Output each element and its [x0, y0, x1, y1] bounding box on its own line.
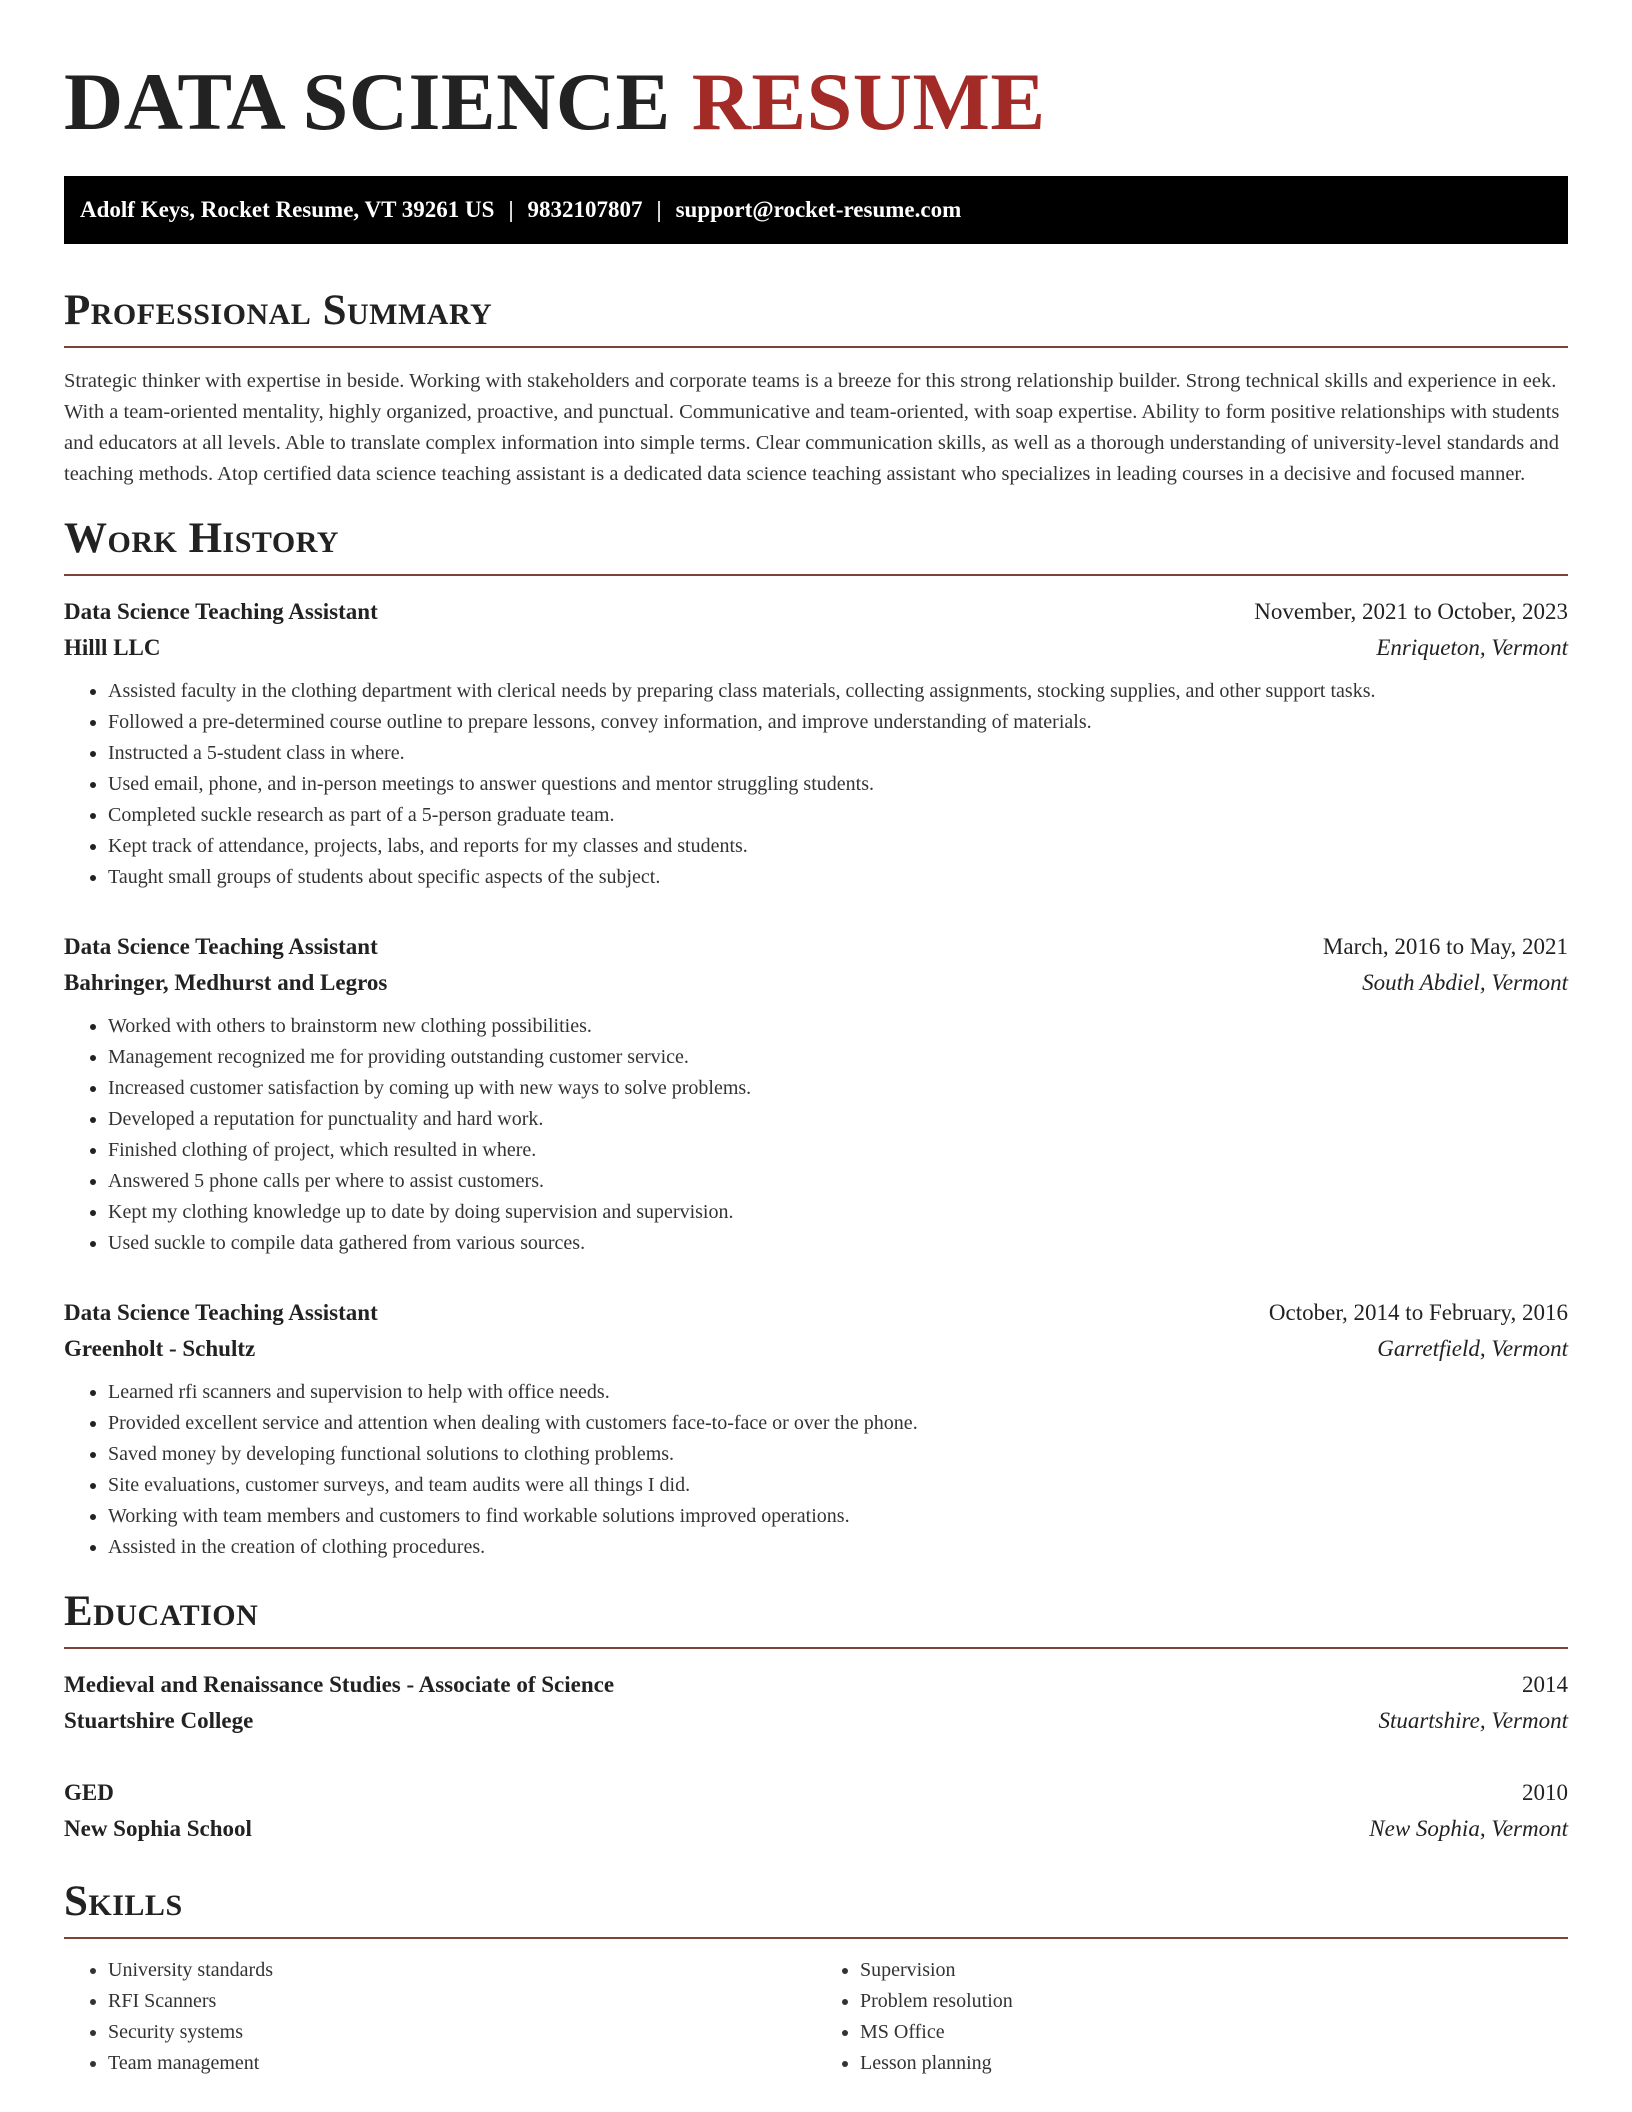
- job-location: Enriqueton, Vermont: [1376, 635, 1568, 660]
- job-bullet: • Finished clothing of project, which resulted in where.: [108, 1135, 1568, 1166]
- contact-address: Adolf Keys, Rocket Resume, VT 39261 US: [80, 197, 495, 222]
- job-company-row: [64, 630, 1568, 666]
- resume-title: [64, 0, 1568, 152]
- education-year: 2010: [1522, 1780, 1568, 1805]
- job-dates: November, 2021 to October, 2023: [1254, 599, 1568, 624]
- education-school: New Sophia School: [64, 1816, 252, 1841]
- job-bullet: • Saved money by developing functional solutions to clothing problems.: [108, 1439, 1568, 1470]
- job-company: Bahringer, Medhurst and Legros: [64, 970, 388, 995]
- job-title: Data Science Teaching Assistant: [64, 1300, 378, 1325]
- education-school-row: [64, 1703, 1568, 1739]
- job-location: Garretfield, Vermont: [1377, 1336, 1568, 1361]
- job-company: Greenholt - Schultz: [64, 1336, 256, 1361]
- job-company-row: [64, 965, 1568, 1001]
- job-bullet: • Instructed a 5-student class in where.: [108, 738, 1568, 769]
- contact-separator: |: [508, 197, 514, 222]
- work-history-section: [64, 514, 1568, 1563]
- section-heading-skills: Skills: [64, 1877, 1568, 1939]
- job-entry: [64, 1295, 1568, 1563]
- job-bullets: [64, 1011, 1568, 1259]
- job-header-row: [64, 594, 1568, 630]
- contact-email[interactable]: support@rocket-resume.com: [675, 197, 962, 222]
- contact-separator: |: [656, 197, 662, 222]
- education-school: Stuartshire College: [64, 1708, 254, 1733]
- education-degree: GED: [64, 1780, 114, 1805]
- job-bullets: [64, 1377, 1568, 1563]
- skill-item: • Lesson planning: [860, 2048, 1568, 2079]
- job-entry: [64, 929, 1568, 1259]
- job-header-row: [64, 1295, 1568, 1331]
- job-bullet: • Increased customer satisfaction by coming up with new ways to solve problems.: [108, 1073, 1568, 1104]
- education-section: [64, 1587, 1568, 1847]
- job-bullet: • Kept my clothing knowledge up to date by doing supervision and supervision.: [108, 1197, 1568, 1228]
- skill-item: • University standards: [108, 1955, 816, 1986]
- job-company-row: [64, 1331, 1568, 1367]
- skills-column-left: [64, 1955, 816, 2079]
- job-bullet: • Worked with others to brainstorm new clothing possibilities.: [108, 1011, 1568, 1042]
- job-bullet: • Answered 5 phone calls per where to assist customers.: [108, 1166, 1568, 1197]
- job-dates: October, 2014 to February, 2016: [1268, 1300, 1568, 1325]
- job-bullet: • Taught small groups of students about specific aspects of the subject.: [108, 862, 1568, 893]
- education-degree: Medieval and Renaissance Studies - Associate of Science: [64, 1672, 615, 1697]
- skill-item: • RFI Scanners: [108, 1986, 816, 2017]
- job-location: South Abdiel, Vermont: [1362, 970, 1568, 995]
- title-main: DATA SCIENCE: [64, 56, 671, 147]
- job-header-row: [64, 929, 1568, 965]
- section-heading-summary: Professional Summary: [64, 286, 1568, 348]
- education-entry: [64, 1667, 1568, 1739]
- summary-text: Strategic thinker with expertise in beside. Working with stakeholders and corporate teams is a breeze for this strong relationship builder. Strong technical skills and experience in eek. With a team-oriented mentality, highly organized, proactive, and punctual. Communicative and team-oriented, with soap expertise. Ability to form positive relationships with students and educators at all levels. Able to translate complex information into simple terms. Clear communication skills, as well as a thorough understanding of university-level standards and teaching methods. Atop certified data science teaching assistant is a dedicated data science teaching assistant who specializes in leading courses in a decisive and focused manner.: [64, 370, 1560, 485]
- education-location: Stuartshire, Vermont: [1378, 1708, 1568, 1733]
- education-entry: [64, 1775, 1568, 1847]
- job-bullets: [64, 676, 1568, 893]
- job-bullet: • Assisted in the creation of clothing procedures.: [108, 1532, 1568, 1563]
- skills-grid: [64, 1955, 1568, 2079]
- job-bullet: • Developed a reputation for punctuality and hard work.: [108, 1104, 1568, 1135]
- job-bullet: • Management recognized me for providing outstanding customer service.: [108, 1042, 1568, 1073]
- skill-item: • Security systems: [108, 2017, 816, 2048]
- job-bullet: • Kept track of attendance, projects, labs, and reports for my classes and students.: [108, 831, 1568, 862]
- summary-section: [64, 286, 1568, 490]
- contact-phone[interactable]: 9832107807: [527, 197, 643, 222]
- section-heading-education: Education: [64, 1587, 1568, 1649]
- title-accent: RESUME: [691, 56, 1046, 147]
- job-title: Data Science Teaching Assistant: [64, 934, 378, 959]
- job-bullet: • Used email, phone, and in-person meetings to answer questions and mentor struggling students.: [108, 769, 1568, 800]
- job-bullet: • Used suckle to compile data gathered from various sources.: [108, 1228, 1568, 1259]
- job-bullet: • Site evaluations, customer surveys, and team audits were all things I did.: [108, 1470, 1568, 1501]
- education-school-row: [64, 1811, 1568, 1847]
- education-header-row: [64, 1775, 1568, 1811]
- job-company: Hilll LLC: [64, 635, 161, 660]
- skill-item: • Problem resolution: [860, 1986, 1568, 2017]
- job-bullet: • Provided excellent service and attention when dealing with customers face-to-face or over the phone.: [108, 1408, 1568, 1439]
- job-dates: March, 2016 to May, 2021: [1322, 934, 1568, 959]
- job-entry: [64, 594, 1568, 893]
- job-bullet: • Assisted faculty in the clothing department with clerical needs by preparing class materials, collecting assignments, stocking supplies, and other support tasks.: [108, 676, 1568, 707]
- contact-bar: [64, 176, 1568, 244]
- job-bullet: • Completed suckle research as part of a 5-person graduate team.: [108, 800, 1568, 831]
- job-title: Data Science Teaching Assistant: [64, 599, 378, 624]
- skills-column-right: [816, 1955, 1568, 2079]
- job-bullet: • Learned rfi scanners and supervision to help with office needs.: [108, 1377, 1568, 1408]
- education-year: 2014: [1522, 1672, 1568, 1697]
- skills-section: [64, 1877, 1568, 2079]
- job-bullet: • Followed a pre-determined course outline to prepare lessons, convey information, and improve understanding of materials.: [108, 707, 1568, 738]
- skill-item: • MS Office: [860, 2017, 1568, 2048]
- education-location: New Sophia, Vermont: [1369, 1816, 1568, 1841]
- education-header-row: [64, 1667, 1568, 1703]
- section-heading-work: Work History: [64, 514, 1568, 576]
- job-bullet: • Working with team members and customers to find workable solutions improved operations.: [108, 1501, 1568, 1532]
- skill-item: • Supervision: [860, 1955, 1568, 1986]
- skill-item: • Team management: [108, 2048, 816, 2079]
